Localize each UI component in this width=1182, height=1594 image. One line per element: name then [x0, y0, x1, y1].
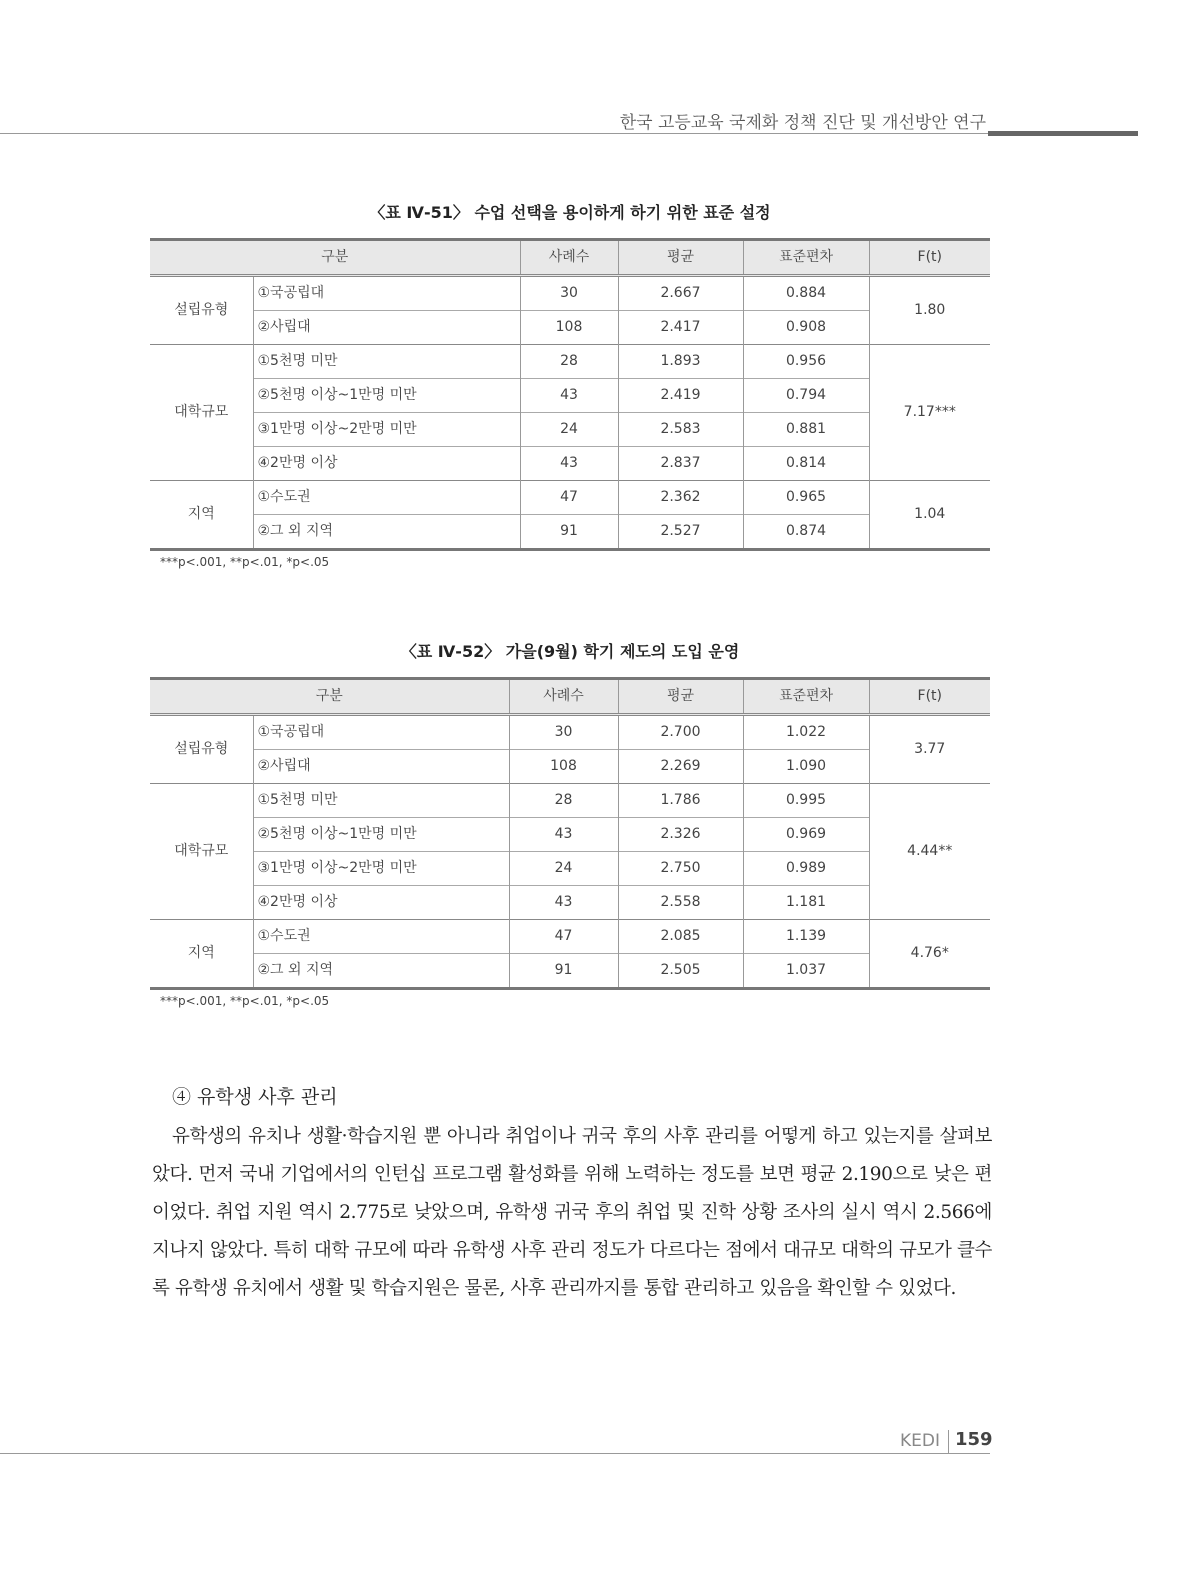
- table-block-51: [150, 202, 990, 570]
- cell-sd: 1.090: [743, 750, 869, 784]
- row-label: ②사립대: [253, 750, 509, 784]
- row-label: ③1만명 이상~2만명 미만: [253, 413, 520, 447]
- row-label: ①수도권: [253, 481, 520, 515]
- row-label: ④2만명 이상: [253, 886, 509, 920]
- group-label: 대학규모: [150, 345, 253, 481]
- group-label: 설립유형: [150, 715, 253, 784]
- group-label: 지역: [150, 481, 253, 550]
- cell-mean: 2.558: [618, 886, 743, 920]
- significance-note: ***p<.001, **p<.01, *p<.05: [160, 555, 330, 569]
- row-label: ①5천명 미만: [253, 345, 520, 379]
- table-row: [150, 886, 990, 920]
- cell-mean: 2.269: [618, 750, 743, 784]
- cell-n: 43: [509, 886, 618, 920]
- cell-f-value: 4.44**: [869, 784, 990, 920]
- row-label: ③1만명 이상~2만명 미만: [253, 852, 509, 886]
- footer-publisher: KEDI: [900, 1431, 940, 1451]
- table-caption: 〈표 Ⅳ-52〉 가을(9월) 학기 제도의 도입 운영: [400, 642, 740, 661]
- cell-mean: 2.417: [618, 311, 743, 345]
- significance-note: ***p<.001, **p<.01, *p<.05: [160, 994, 330, 1008]
- cell-f-value: 4.76*: [869, 920, 990, 989]
- section-heading: ④ 유학생 사후 관리: [172, 1086, 338, 1108]
- cell-n: 24: [520, 413, 618, 447]
- cell-sd: 1.181: [743, 886, 869, 920]
- table-row: [150, 954, 990, 989]
- row-label: ①국공립대: [253, 276, 520, 311]
- footer-separator: [948, 1430, 949, 1454]
- cell-sd: 0.956: [743, 345, 869, 379]
- table-row: [150, 852, 990, 886]
- cell-sd: 0.814: [743, 447, 869, 481]
- cell-sd: 1.037: [743, 954, 869, 989]
- cell-sd: 0.884: [743, 276, 869, 311]
- cell-sd: 1.139: [743, 920, 869, 954]
- cell-mean: 2.700: [618, 715, 743, 750]
- stats-table-51: [150, 238, 990, 551]
- column-header: 평균: [618, 240, 743, 276]
- cell-n: 108: [509, 750, 618, 784]
- table-row: [150, 715, 990, 750]
- table-row: [150, 311, 990, 345]
- table-header-row: [150, 240, 990, 276]
- cell-f-value: 7.17***: [869, 345, 990, 481]
- body-paragraph: 유학생의 유치나 생활·학습지원 뿐 아니라 취업이나 귀국 후의 사후 관리를 어떻게 하고 있는지를 살펴보았다. 먼저 국내 기업에서의 인턴십 프로그램 활성화를 위해 노력하는 정도를 보면 평균 2.190으로 낮은 편이었다. 취업 지원 역시 2.775로 낮았으며, 유학생 귀국 후의 취업 및 진학 상황 조사의 실시 역시 2.566에 지나지 않았다. 특히 대학 규모에 따라 유학생 사후 관리 정도가 다르다는 점에서 대규모 대학의 규모가 클수록 유학생 유치에서 생활 및 학습지원은 물론, 사후 관리까지를 통합 관리하고 있음을 확인할 수 있었다.: [152, 1126, 992, 1299]
- row-label: ①국공립대: [253, 715, 509, 750]
- cell-n: 43: [520, 447, 618, 481]
- row-label: ②5천명 이상~1만명 미만: [253, 818, 509, 852]
- cell-n: 28: [509, 784, 618, 818]
- header-accent-bar: [988, 131, 1138, 136]
- cell-mean: 2.419: [618, 379, 743, 413]
- cell-mean: 2.583: [618, 413, 743, 447]
- table-row: [150, 515, 990, 550]
- column-header: F(t): [869, 240, 990, 276]
- row-label: ①5천명 미만: [253, 784, 509, 818]
- cell-mean: 1.893: [618, 345, 743, 379]
- column-header: 표준편차: [743, 240, 869, 276]
- footer-divider: [0, 1453, 990, 1454]
- row-label: ②사립대: [253, 311, 520, 345]
- table-row: [150, 481, 990, 515]
- table-header-row: [150, 679, 990, 715]
- cell-sd: 0.874: [743, 515, 869, 550]
- table-row: [150, 276, 990, 311]
- row-label: ④2만명 이상: [253, 447, 520, 481]
- cell-f-value: 1.04: [869, 481, 990, 550]
- table-row: [150, 379, 990, 413]
- cell-n: 47: [520, 481, 618, 515]
- cell-mean: 1.786: [618, 784, 743, 818]
- cell-mean: 2.750: [618, 852, 743, 886]
- row-label: ②그 외 지역: [253, 954, 509, 989]
- cell-n: 43: [520, 379, 618, 413]
- cell-mean: 2.527: [618, 515, 743, 550]
- cell-n: 91: [520, 515, 618, 550]
- cell-mean: 2.667: [618, 276, 743, 311]
- table-row: [150, 413, 990, 447]
- cell-sd: 0.908: [743, 311, 869, 345]
- column-header: 사례수: [509, 679, 618, 715]
- column-header: 사례수: [520, 240, 618, 276]
- column-header: 평균: [618, 679, 743, 715]
- page-number: 159: [955, 1429, 993, 1450]
- cell-n: 24: [509, 852, 618, 886]
- header-divider: [0, 133, 988, 134]
- cell-sd: 0.965: [743, 481, 869, 515]
- cell-sd: 0.881: [743, 413, 869, 447]
- cell-mean: 2.505: [618, 954, 743, 989]
- group-label: 설립유형: [150, 276, 253, 345]
- cell-n: 108: [520, 311, 618, 345]
- row-label: ①수도권: [253, 920, 509, 954]
- table-row: [150, 345, 990, 379]
- table-row: [150, 784, 990, 818]
- cell-n: 28: [520, 345, 618, 379]
- group-label: 대학규모: [150, 784, 253, 920]
- cell-sd: 0.794: [743, 379, 869, 413]
- stats-table-52: [150, 677, 990, 990]
- cell-sd: 0.995: [743, 784, 869, 818]
- cell-mean: 2.326: [618, 818, 743, 852]
- cell-sd: 1.022: [743, 715, 869, 750]
- row-label: ②그 외 지역: [253, 515, 520, 550]
- column-header: 구분: [150, 679, 509, 715]
- cell-n: 43: [509, 818, 618, 852]
- cell-n: 30: [509, 715, 618, 750]
- cell-n: 91: [509, 954, 618, 989]
- running-header: 한국 고등교육 국제화 정책 진단 및 개선방안 연구: [619, 113, 986, 133]
- cell-n: 30: [520, 276, 618, 311]
- cell-n: 47: [509, 920, 618, 954]
- table-row: [150, 447, 990, 481]
- table-block-52: [150, 641, 990, 1009]
- cell-sd: 0.989: [743, 852, 869, 886]
- cell-mean: 2.085: [618, 920, 743, 954]
- cell-mean: 2.837: [618, 447, 743, 481]
- row-label: ②5천명 이상~1만명 미만: [253, 379, 520, 413]
- cell-f-value: 1.80: [869, 276, 990, 345]
- cell-mean: 2.362: [618, 481, 743, 515]
- cell-sd: 0.969: [743, 818, 869, 852]
- column-header: 표준편차: [743, 679, 869, 715]
- table-row: [150, 818, 990, 852]
- table-row: [150, 750, 990, 784]
- column-header: 구분: [150, 240, 520, 276]
- table-caption: 〈표 Ⅳ-51〉 수업 선택을 용이하게 하기 위한 표준 설정: [369, 203, 771, 222]
- column-header: F(t): [869, 679, 990, 715]
- cell-f-value: 3.77: [869, 715, 990, 784]
- table-row: [150, 920, 990, 954]
- group-label: 지역: [150, 920, 253, 989]
